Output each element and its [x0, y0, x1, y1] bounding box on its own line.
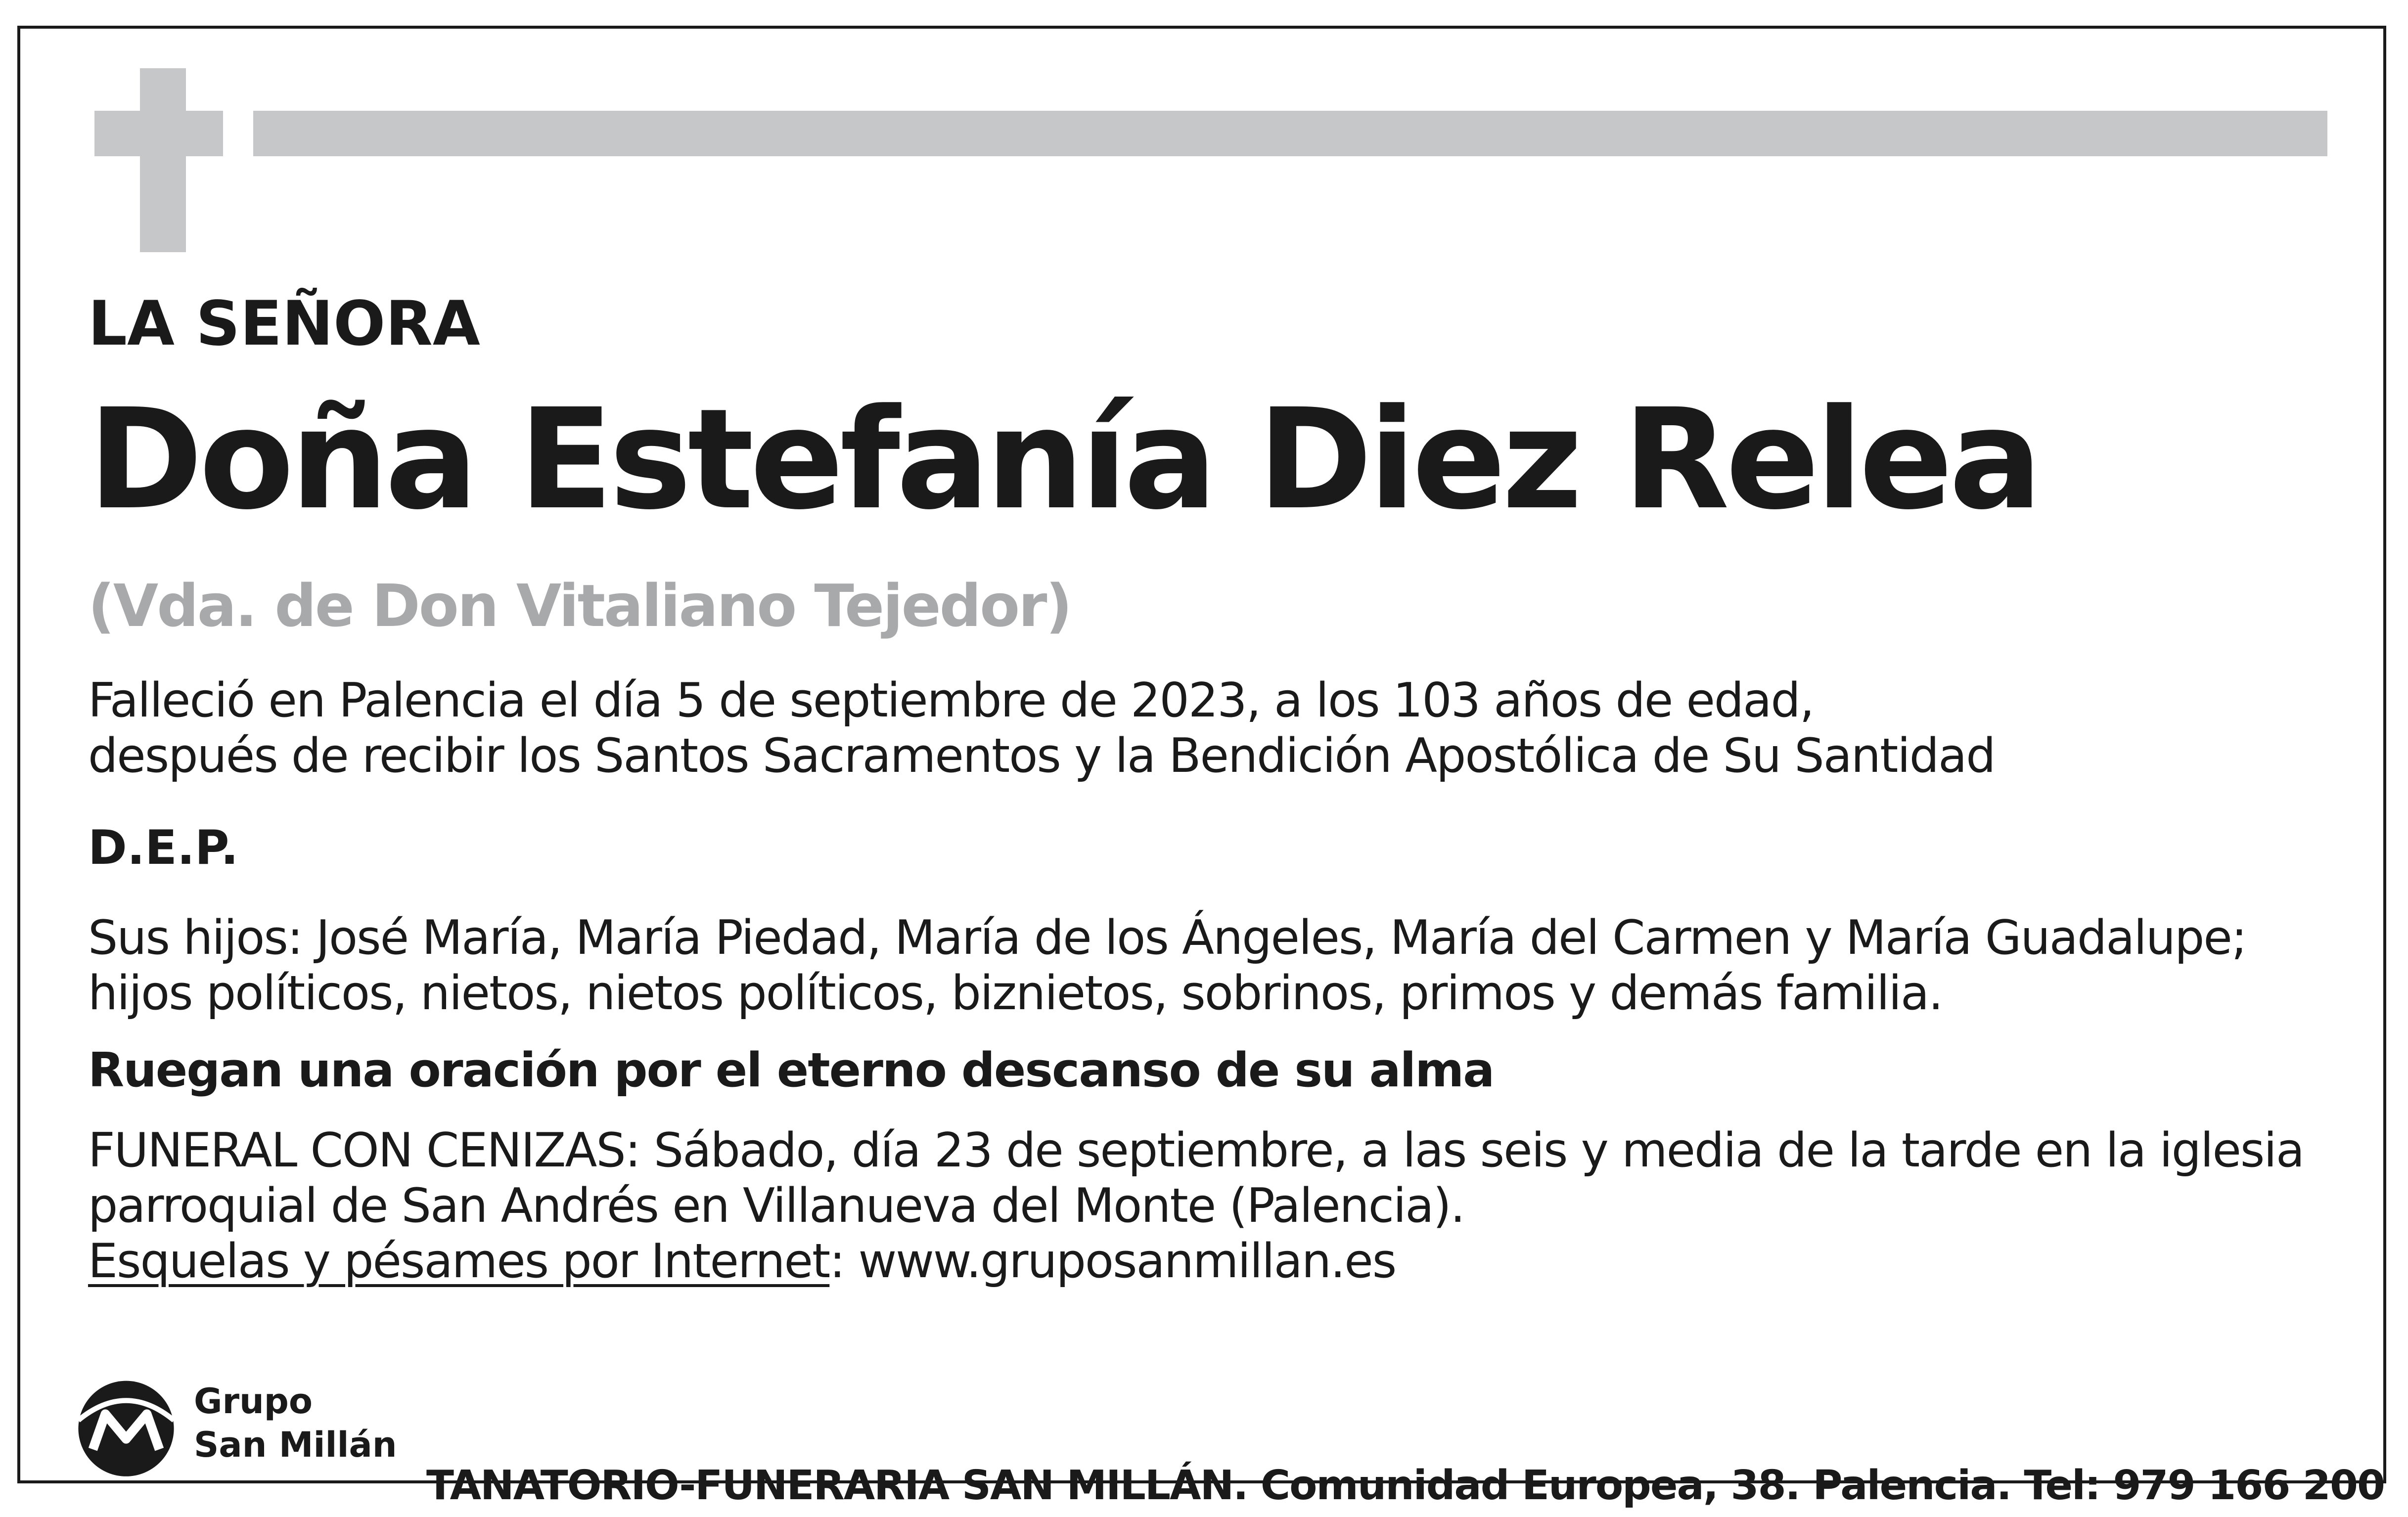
brand-name-line-2: San Millán: [194, 1425, 397, 1465]
rip-label: D.E.P.: [88, 821, 239, 875]
internet-url[interactable]: www.gruposanmillan.es: [844, 1234, 1396, 1289]
internet-separator: :: [829, 1234, 845, 1289]
deceased-name: Doña Estefanía Diez Relea: [88, 379, 2039, 540]
brand-name-line-1: Grupo: [194, 1381, 313, 1422]
death-line-1: Falleció en Palencia el día 5 de septiembre de 2023, a los 103 años de edad,: [88, 673, 1814, 728]
family-line-1: Sus hijos: José María, María Piedad, María de los Ángeles, María del Carmen y María Guadalupe;: [88, 911, 2246, 965]
header-bar: [253, 111, 2327, 156]
prayer-request: Ruegan una oración por el eterno descanso de su alma: [88, 1043, 1494, 1098]
death-line-2: después de recibir los Santos Sacramentos y la Bendición Apostólica de Su Santidad: [88, 729, 1995, 783]
funeral-line-1: FUNERAL CON CENIZAS: Sábado, día 23 de septiembre, a las seis y media de la tarde en la iglesia: [88, 1123, 2304, 1178]
san-millan-logo-icon: [74, 1375, 178, 1478]
funeral-line-2: parroquial de San Andrés en Villanueva del Monte (Palencia).: [88, 1179, 1464, 1233]
cross-icon: [140, 68, 186, 252]
honorific: LA SEÑORA: [88, 288, 480, 359]
family-line-2: hijos políticos, nietos, nietos políticos, biznietos, sobrinos, primos y demás familia.: [88, 966, 1943, 1021]
internet-line: [88, 1233, 1396, 1290]
internet-label: Esquelas y pésames por Internet: [88, 1234, 830, 1289]
funeral-home-footer: TANATORIO-FUNERARIA SAN MILLÁN. Comunidad Europea, 38. Palencia. Tel: 979 166 200: [426, 1462, 2385, 1509]
brand-name: [194, 1380, 397, 1467]
widow-of: (Vda. de Don Vitaliano Tejedor): [88, 572, 1071, 640]
cross-icon-arm: [94, 111, 223, 156]
